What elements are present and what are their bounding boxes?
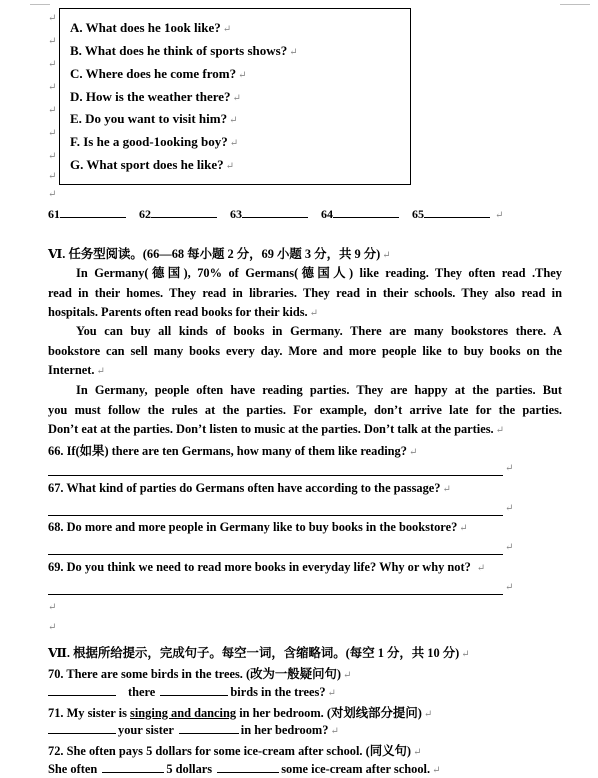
- return-mark: ↵: [48, 602, 57, 613]
- option-e: E. Do you want to visit him? ↵: [70, 111, 238, 126]
- question-71: 71. My sister is singing and dancing in her bedroom. (对划线部分提问) ↵: [48, 706, 433, 720]
- return-mark: ↵: [48, 151, 57, 162]
- underlined-phrase: singing and dancing: [130, 706, 237, 720]
- header-rule-right: [560, 4, 590, 5]
- return-mark: ↵: [48, 105, 57, 116]
- question-71-fill: your sister in her bedroom? ↵: [48, 722, 339, 738]
- return-mark: ↵: [505, 582, 514, 593]
- return-mark: ↵: [505, 503, 514, 514]
- question-72: 72. She often pays 5 dollars for some ice-cream after school. (同义句) ↵: [48, 744, 422, 758]
- answer-blank-62[interactable]: [151, 206, 217, 218]
- answer-blank-64[interactable]: [333, 206, 399, 218]
- passage-paragraph-3: In Germany, people often have reading parties. They are happy at the parties. But you must follow the rules at the parties. For example, don’t arrive late for the parties. Don’t eat at the parties. Don’t listen to music at the parties. Don’t talk at the parties. ↵: [48, 383, 562, 436]
- section6-heading: Ⅵ. 任务型阅读。(66—68 每小题 2 分，69 小题 3 分，共 9 分) ↵: [48, 247, 391, 261]
- question-69: 69. Do you think we need to read more books in everyday life? Why or why not? ↵: [48, 560, 486, 574]
- header-rule-left: [30, 4, 50, 5]
- question-68: 68. Do more and more people in Germany like to buy books in the bookstore? ↵: [48, 520, 468, 534]
- blank-label-62: 62: [139, 207, 151, 221]
- fill-blank[interactable]: [48, 684, 116, 696]
- return-mark: ↵: [505, 463, 514, 474]
- return-mark: ↵: [48, 36, 57, 47]
- fill-blank[interactable]: [160, 684, 228, 696]
- answer-blank-63[interactable]: [242, 206, 308, 218]
- answer-line-68[interactable]: [48, 553, 503, 555]
- answer-line-69[interactable]: [48, 593, 503, 595]
- answer-blank-65[interactable]: [424, 206, 490, 218]
- answer-blanks-row: 61 62 63 64 65 ↵: [48, 207, 504, 221]
- answer-line-67[interactable]: [48, 514, 503, 516]
- question-66: 66. If(如果) there are ten Germans, how many of them like reading? ↵: [48, 444, 418, 458]
- passage-paragraph-1: In Germany(德国), 70% of Germans(德国人) like reading. They often read .They read in their homes. They read in libraries. They read in their schools. They also read in hospitals. Parents often read books for their kids. ↵: [48, 266, 562, 319]
- fill-blank[interactable]: [217, 761, 279, 773]
- passage-paragraph-2: You can buy all kinds of books in Germany. There are many bookstores there. A bookstore can sell many books every day. More and more people like to buy books on the Internet. ↵: [48, 324, 562, 377]
- blank-label-65: 65: [412, 207, 424, 221]
- fill-blank[interactable]: [179, 722, 239, 734]
- return-mark: ↵: [48, 82, 57, 93]
- blank-label-61: 61: [48, 207, 60, 221]
- option-g: G. What sport does he like? ↵: [70, 157, 234, 172]
- question-67: 67. What kind of parties do Germans often have according to the passage? ↵: [48, 481, 451, 495]
- return-mark: ↵: [48, 622, 57, 633]
- section7-heading: Ⅶ. 根据所给提示，完成句子。每空一词，含缩略词。(每空 1 分，共 10 分) ↵: [48, 646, 470, 660]
- return-mark: ↵: [48, 189, 57, 200]
- question-72-fill: She often 5 dollars some ice-cream after school. ↵: [48, 762, 441, 776]
- fill-blank[interactable]: [48, 722, 116, 734]
- return-mark: ↵: [48, 13, 57, 24]
- question-70: 70. There are some birds in the trees. (改为一般疑问句) ↵: [48, 667, 352, 681]
- option-f: F. Is he a good-1ooking boy? ↵: [70, 134, 239, 149]
- option-c: C. Where does he come from? ↵: [70, 66, 247, 81]
- answer-blank-61[interactable]: [60, 206, 126, 218]
- return-mark: ↵: [48, 171, 57, 182]
- return-mark: ↵: [48, 128, 57, 139]
- option-b: B. What does he think of sports shows? ↵: [70, 43, 298, 58]
- question-70-fill: there birds in the trees? ↵: [48, 684, 336, 700]
- option-a: A. What does he 1ook like? ↵: [70, 20, 232, 35]
- option-d: D. How is the weather there? ↵: [70, 89, 241, 104]
- return-mark: ↵: [505, 542, 514, 553]
- fill-blank[interactable]: [102, 761, 164, 773]
- blank-label-64: 64: [321, 207, 333, 221]
- answer-line-66[interactable]: [48, 474, 503, 476]
- return-mark: ↵: [48, 59, 57, 70]
- blank-label-63: 63: [230, 207, 242, 221]
